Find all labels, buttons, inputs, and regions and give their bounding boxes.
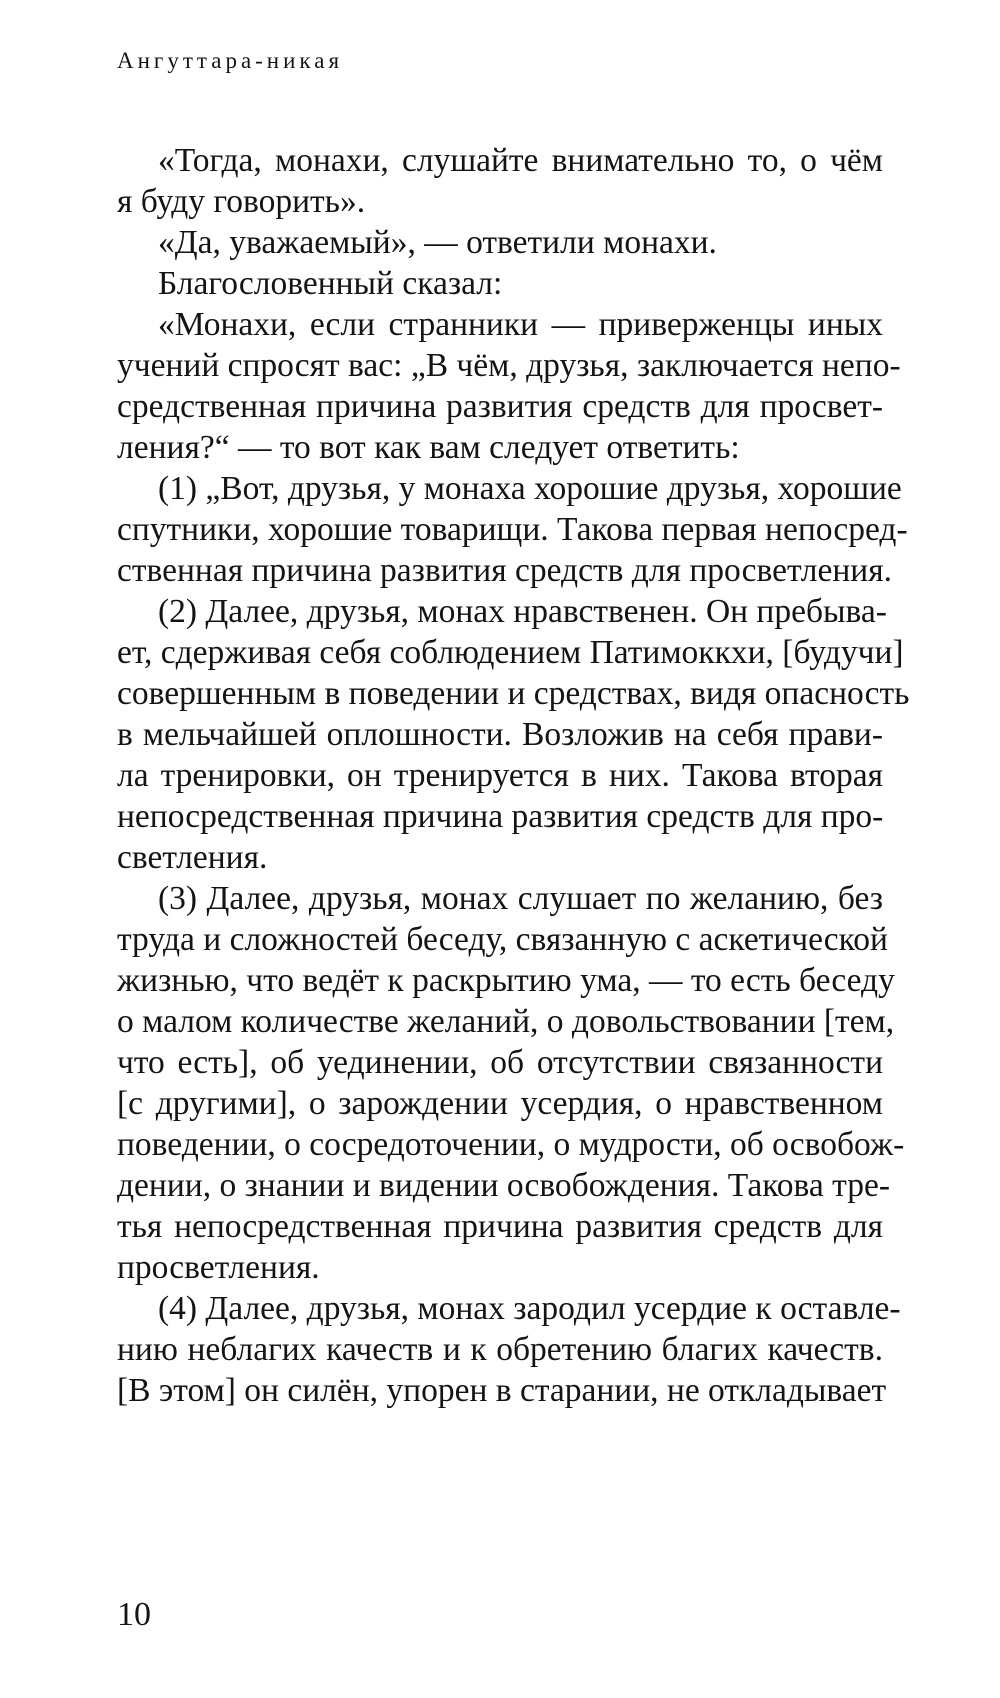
text-line: жизнью, что ведёт к раскрытию ума, — то есть беседу: [117, 962, 895, 999]
text-line: учений спросят вас: „В чём, друзья, заключается непо-: [117, 347, 901, 384]
text-line: что есть], об уединении, об отсутствии связанности: [117, 1044, 883, 1081]
text-line: «Монахи, если странники — приверженцы иных: [158, 306, 883, 343]
text-line: дении, о знании и видении освобождения. Такова тре-: [117, 1167, 890, 1204]
text-line: (2) Далее, друзья, монах нравственен. Он пребыва-: [158, 593, 887, 630]
text-line: непосредственная причина развития средств для про-: [117, 798, 884, 835]
text-line: в мельчайшей оплошности. Возложив на себя прави-: [117, 716, 883, 753]
text-line: [с другими], о зарождении усердия, о нравственном: [117, 1085, 883, 1122]
text-line: Благословенный сказал:: [158, 265, 503, 302]
text-line: ла тренировки, он тренируется в них. Такова вторая: [117, 757, 883, 794]
text-line: светления.: [117, 839, 268, 876]
text-line: средственная причина развития средств для просвет-: [117, 388, 883, 425]
text-line: просветления.: [117, 1249, 320, 1286]
text-line: ет, сдерживая себя соблюдением Патимоккхи, [будучи]: [117, 634, 904, 671]
text-line: труда и сложностей беседу, связанную с аскетической: [117, 921, 888, 958]
page-number: 10: [117, 1596, 151, 1633]
text-line: (3) Далее, друзья, монах слушает по желанию, без: [158, 880, 883, 917]
text-line: о малом количестве желаний, о довольствовании [тем,: [117, 1003, 895, 1040]
text-line: ственная причина развития средств для просветления.: [117, 552, 892, 589]
text-line: «Да, уважаемый», — ответили монахи.: [158, 224, 717, 261]
text-line: я буду говорить».: [117, 183, 366, 220]
text-line: (4) Далее, друзья, монах зародил усердие к оставле-: [158, 1290, 901, 1327]
text-line: [В этом] он силён, упорен в старании, не откладывает: [117, 1372, 887, 1409]
text-line: совершенным в поведении и средствах, видя опасность: [117, 675, 910, 712]
text-line: нию неблагих качеств и к обретению благих качеств.: [117, 1331, 883, 1368]
text-line: поведении, о сосредоточении, о мудрости, об освобож-: [117, 1126, 905, 1163]
text-line: тья непосредственная причина развития средств для: [117, 1208, 883, 1245]
running-head: Ангуттара-никая: [117, 48, 344, 73]
text-line: спутники, хорошие товарищи. Такова первая непосред-: [117, 511, 908, 548]
text-line: ления?“ — то вот как вам следует ответить:: [117, 429, 740, 466]
text-line: «Тогда, монахи, слушайте внимательно то, о чём: [158, 142, 883, 179]
text-line: (1) „Вот, друзья, у монаха хорошие друзья, хорошие: [158, 470, 902, 507]
